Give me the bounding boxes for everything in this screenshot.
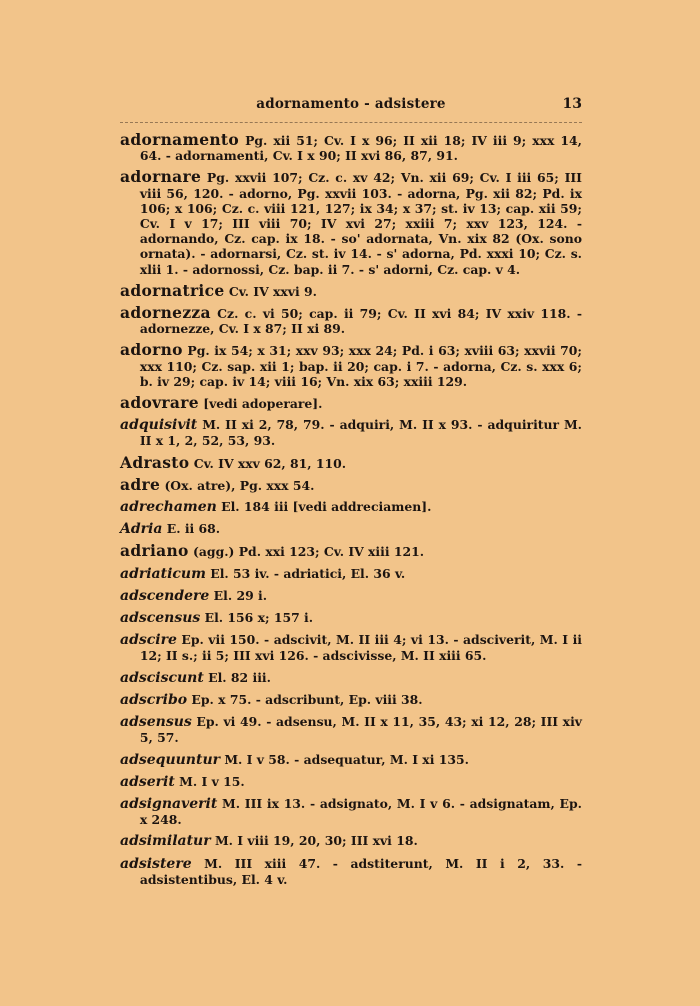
entry-text: El. 53 iv. - adriatici, El. 36 v.: [210, 565, 406, 581]
dictionary-entry: [120, 856, 582, 887]
entry-text: M. III xiii 47. - adstiterunt, M. II i 2, 33. - adsistentibus, El. 4 v.: [139, 855, 582, 887]
dictionary-entry: [120, 280, 582, 300]
dictionary-entry: [120, 588, 582, 604]
entry-text: Pg. xxvii 107; Cz. c. xv 42; Vn. xii 69; Cv. I iii 65; III viii 56, 120. - adorno, Pg. xxvii 103. - adorna, Pg. xii 82; Pd. ix 106; x 106; Cz. c. viii 121, 127; ix 34; x 37; st. iv 13; cap. xii 59; Cv. I v 17; III viii 70; IV xvi 27; xxiii 7; xxv 123, 124. - adornando, Cz. cap. ix 18. - so' adornata, Vn. xix 82 (Ox. sono ornata). - adornarsi, Cz. st. iv 14. - s' adorna, Pd. xxxi 10; Cz. s. xlii 1. - adornossi, Cz. bap. ii 7. - s' adorni, Cz. cap. v 4.: [139, 170, 582, 277]
entry-headword: adquisivit: [120, 417, 198, 434]
entry-text: Cv. IV xxv 62, 81, 110.: [193, 455, 347, 471]
entry-text: M. I v 15.: [179, 773, 245, 789]
dictionary-entry: [120, 566, 582, 582]
entry-headword: adovrare: [120, 393, 199, 413]
dictionary-entry: [120, 610, 582, 626]
entry-text: El. 82 iii.: [208, 669, 271, 685]
dictionary-entry: [120, 521, 582, 537]
entry-headword: adornatrice: [120, 280, 225, 300]
dictionary-entry: [120, 417, 582, 448]
dictionary-entry: [120, 395, 582, 411]
entry-text: Ep. vi 49. - adsensu, M. II x 11, 35, 43; xi 12, 28; III xiv 5, 57.: [139, 714, 582, 746]
dictionary-entry: [120, 774, 582, 790]
entry-text: M. II xi 2, 78, 79. - adquiri, M. II x 93. - adquiritur M. II x 1, 2, 52, 53, 93.: [139, 417, 582, 449]
entry-text: El. 29 i.: [213, 587, 268, 603]
dictionary-entry: [120, 543, 582, 559]
entry-headword: adscendere: [120, 587, 210, 604]
entry-list: [120, 132, 582, 893]
entry-text: (Ox. atre), Pg. xxx 54.: [164, 477, 315, 493]
page-header: [120, 96, 582, 116]
dictionary-entry: [120, 132, 582, 163]
dictionary-entry: [120, 305, 582, 336]
entry-text: El. 156 x; 157 i.: [204, 610, 314, 626]
entry-headword: adsignaverit: [120, 795, 218, 812]
dictionary-entry: [120, 714, 582, 745]
entry-text: Ep. vii 150. - adscivit, M. II iii 4; vi 13. - adsciverit, M. I ii 12; II s.; ii 5; III xvi 126. - adscivisse, M. II xiii 65.: [139, 632, 582, 664]
entry-text: El. 184 iii [vedi addreciamen].: [221, 499, 432, 515]
dictionary-entry: [120, 796, 582, 827]
dictionary-entry: [120, 692, 582, 708]
entry-headword: adscire: [120, 632, 177, 649]
entry-headword: adornezza: [120, 303, 211, 323]
entry-headword: adsciscunt: [120, 669, 204, 686]
entry-headword: adornare: [120, 167, 202, 187]
dictionary-entry: [120, 632, 582, 663]
page-number: 13: [562, 96, 582, 112]
entry-text: Pg. xii 51; Cv. I x 96; II xii 18; IV iii 9; xxx 14, 64. - adornamenti, Cv. I x 90; II xvi 86, 87, 91.: [139, 133, 582, 164]
dictionary-entry: [120, 752, 582, 768]
entry-text: (agg.) Pd. xxi 123; Cv. IV xiii 121.: [193, 544, 425, 560]
entry-text: E. ii 68.: [166, 521, 221, 537]
entry-text: M. III ix 13. - adsignato, M. I v 6. - adsignatam, Ep. x 248.: [139, 795, 582, 828]
entry-text: Cv. IV xxvi 9.: [228, 283, 317, 299]
entry-headword: adscribo: [120, 691, 188, 708]
dictionary-entry: [120, 342, 582, 389]
entry-headword: adorno: [120, 340, 183, 360]
entry-headword: adsistere: [120, 855, 192, 872]
entry-headword: Adria: [120, 521, 163, 538]
entry-headword: Adrasto: [120, 452, 190, 472]
entry-headword: adsimilatur: [120, 833, 211, 850]
entry-headword: adsensus: [120, 714, 192, 731]
entry-text: Cz. c. vi 50; cap. ii 79; Cv. II xvi 84; IV xxiv 118. - adornezze, Cv. I x 87; II xi 89.: [139, 306, 582, 337]
dictionary-entry: [120, 474, 582, 494]
dictionary-entry: [120, 833, 582, 849]
entry-text: Ep. x 75. - adscribunt, Ep. viii 38.: [191, 691, 423, 707]
entry-headword: adserit: [120, 773, 175, 790]
dictionary-entry: [120, 670, 582, 686]
entry-headword: adsequuntur: [120, 751, 220, 768]
entry-headword: adriaticum: [120, 565, 206, 582]
dictionary-entry: [120, 499, 582, 515]
entry-headword: adre: [120, 474, 161, 494]
entry-headword: adscensus: [120, 610, 201, 627]
dictionary-entry: [120, 452, 582, 472]
dictionary-entry: [120, 169, 582, 276]
entry-headword: adrechamen: [120, 499, 217, 516]
header-rule: [120, 122, 582, 123]
entry-text: Pg. ix 54; x 31; xxv 93; xxx 24; Pd. i 63; xviii 63; xxvii 70; xxx 110; Cz. sap. xii 1; bap. ii 20; cap. i 7. - adorna, Cz. s. xxx 6; b. iv 29; cap. iv 14; viii 16; Vn. xix 63; xxiii 129.: [139, 343, 582, 389]
entry-text: M. I v 58. - adsequatur, M. I xi 135.: [224, 751, 469, 767]
entry-text: [vedi adoperare].: [203, 396, 323, 412]
entry-text: M. I viii 19, 20, 30; III xvi 18.: [214, 833, 418, 849]
running-head: adornamento - adsistere: [256, 96, 446, 112]
entry-headword: adriano: [120, 541, 189, 561]
entry-headword: adornamento: [120, 130, 240, 149]
